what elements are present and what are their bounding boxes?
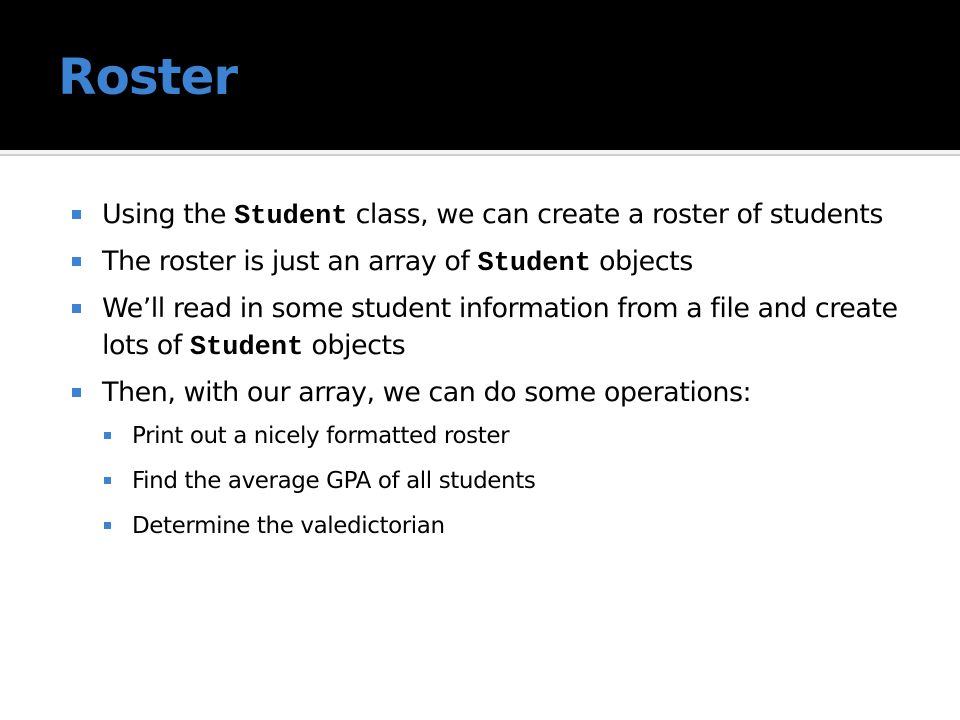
slide-title: Roster — [58, 48, 238, 106]
sub-bullet-item — [102, 466, 932, 496]
bullet-text: We’ll read in some student information from a file and create lots of — [102, 293, 898, 361]
sub-bullet-text: Find the average GPA of all students — [132, 468, 536, 494]
sub-bullet-item — [102, 511, 932, 541]
square-bullet-icon — [104, 432, 111, 439]
bullet-item — [72, 374, 932, 541]
bullet-text: objects — [303, 330, 406, 361]
bullet-list — [72, 196, 932, 556]
bullet-text: class, we can create a roster of students — [347, 199, 883, 230]
square-bullet-icon — [72, 388, 81, 397]
sub-bullet-text: Print out a nicely formatted roster — [132, 423, 510, 449]
slide-content — [0, 156, 960, 720]
bullet-item — [72, 290, 932, 367]
square-bullet-icon — [104, 477, 111, 484]
sub-bullet-list — [102, 421, 932, 541]
bullet-item — [72, 196, 932, 236]
bullet-text: Then, with our array, we can do some operations: — [102, 377, 752, 408]
square-bullet-icon — [72, 304, 81, 313]
bullet-text: The roster is just an array of — [102, 246, 478, 277]
bullet-item — [72, 243, 932, 283]
title-band — [0, 0, 960, 150]
code-term: Student — [477, 249, 591, 279]
square-bullet-icon — [72, 257, 81, 266]
bullet-text: objects — [590, 246, 693, 277]
square-bullet-icon — [72, 210, 81, 219]
code-term: Student — [189, 333, 304, 363]
code-term: Student — [234, 202, 348, 232]
sub-bullet-item — [102, 421, 932, 451]
square-bullet-icon — [104, 522, 111, 529]
bullet-text: Using the — [102, 199, 235, 230]
sub-bullet-text: Determine the valedictorian — [132, 513, 445, 539]
